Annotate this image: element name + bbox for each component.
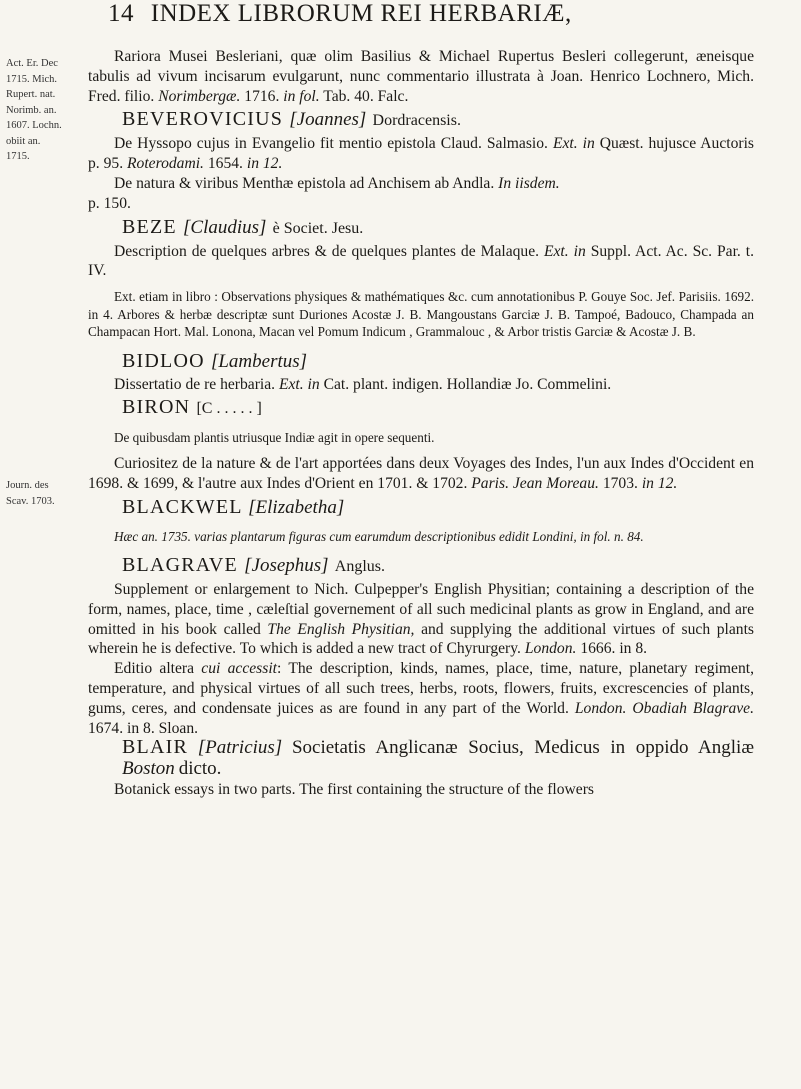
- entry-beverovicius-2: De natura & viribus Menthæ epistola ad Anchisem ab Andla. In iisdem.: [114, 174, 560, 192]
- running-title: INDEX LIBRORUM REI HERBARIÆ,: [150, 0, 572, 27]
- margin-note-journal: Journ. des Scav. 1703.: [6, 480, 55, 507]
- entry-beverovicius-1: De Hyssopo cujus in Evangelio fit mentio epistola Claud. Salmasio. Ext. in Quæst. hujusce Auctoris p. 95. Roterodami. 1654. in 12.: [88, 135, 754, 173]
- entry-biron-note: De quibusdam plantis utriusque Indiæ agit in opere sequenti.: [114, 430, 435, 446]
- entry-blackwel-note: Hæc an. 1735. varias plantarum figuras cum earumdum descriptionibus edidit Londini, in fol. n. 84.: [114, 528, 644, 544]
- entry-beze-1: Description de quelques arbres & de quelques plantes de Malaque. Ext. in Suppl. Act. Ac. Sc. Par. t. IV.: [88, 242, 754, 280]
- entry-beze-note: Ext. etiam in libro : Observations physiques & mathématiques &c. cum annotationibus P. Gouye Soc. Jef. Parisiis. 1692. in 4. Arbores & herbæ descriptæ sunt Duriones Acostæ J. B. Mangoustans Garciæ J. B. Tampoé, Badouco, Champada an Champacan Hort. Mal. Lonona, Macan vel Pomum Indicum , Grammalouc , & Arbor tristis Garciæ & Acostæ J. B.: [88, 289, 754, 340]
- entry-bidloo-1: Dissertatio de re herbaria. Ext. in Cat. plant. indigen. Hollandiæ Jo. Commelini.: [114, 375, 612, 393]
- entry-blair-1: Botanick essays in two parts. The first containing the structure of the flowers: [114, 781, 594, 799]
- page-number: 14: [108, 0, 134, 27]
- running-header: [108, 0, 748, 40]
- entry-heading-blagrave: BLAGRAVE [Josephus] Anglus.: [122, 554, 386, 577]
- entry-heading-beze: BEZE [Claudius] è Societ. Jesu.: [122, 215, 364, 238]
- entry-heading-blair: BLAIR [Patricius] Societatis Anglicanæ Socius, Medicus in oppido Angliæ Boston dicto.: [122, 736, 754, 780]
- entry-heading-blackwel: BLACKWEL [Elizabetha]: [122, 495, 345, 518]
- entry-blagrave-2: Editio altera cui accessit: The description, kinds, names, place, time, nature, planetary regiment, temperature, and physical virtues of all such trees, herbs, roots, flowers, fruits, excrescencies of plants, gums, ceres, and condensate juices as are found in any part of the World. London. Obadiah Blagrave. 1674. in 8. Sloan.: [88, 660, 755, 737]
- entry-heading-beverovicius: BEVEROVICIUS [Joannes] Dordracensis.: [122, 108, 461, 131]
- margin-note-acta: Act. Er. Dec 1715. Mich. Rupert. nat. Norimb. an. 1607. Lochn. obiit an. 1715.: [6, 58, 62, 162]
- entry-beverovicius-page: p. 150.: [88, 194, 131, 212]
- entry-heading-bidloo: BIDLOO [Lambertus]: [122, 349, 308, 372]
- entry-heading-biron: BIRON [C . . . . . ]: [122, 396, 262, 419]
- page-body: [88, 47, 754, 800]
- entry-besler: Rariora Musei Besleriani, quæ olim Basilius & Michael Rupertus Besleri collegerunt, æneisque tabulis ad vivum incisarum evulgarunt, nunc commentario illustrata à Joan. Henrico Lochnero, Mich. Fred. filio. Norimbergæ. 1716. in fol. Tab. 40. Falc.: [88, 48, 754, 105]
- entry-blagrave-1: Supplement or enlargement to Nich. Culpepper's English Physitian; containing a description of the form, names, place, time , cæleſtial governement of all such medicinal plants as grow in England, and are omitted in his book called The English Physitian, and supplying the additional virtues of such plants wherein he is defective. To which is added a new tract of Chyrurgery. London. 1666. in 8.: [88, 581, 754, 658]
- entry-biron-1: Curiositez de la nature & de l'art apportées dans deux Voyages des Indes, l'un aux Indes d'Occident en 1698. & 1699, & l'autre aux Indes d'Orient en 1701. & 1702. Paris. Jean Moreau. 1703. in 12.: [88, 454, 754, 492]
